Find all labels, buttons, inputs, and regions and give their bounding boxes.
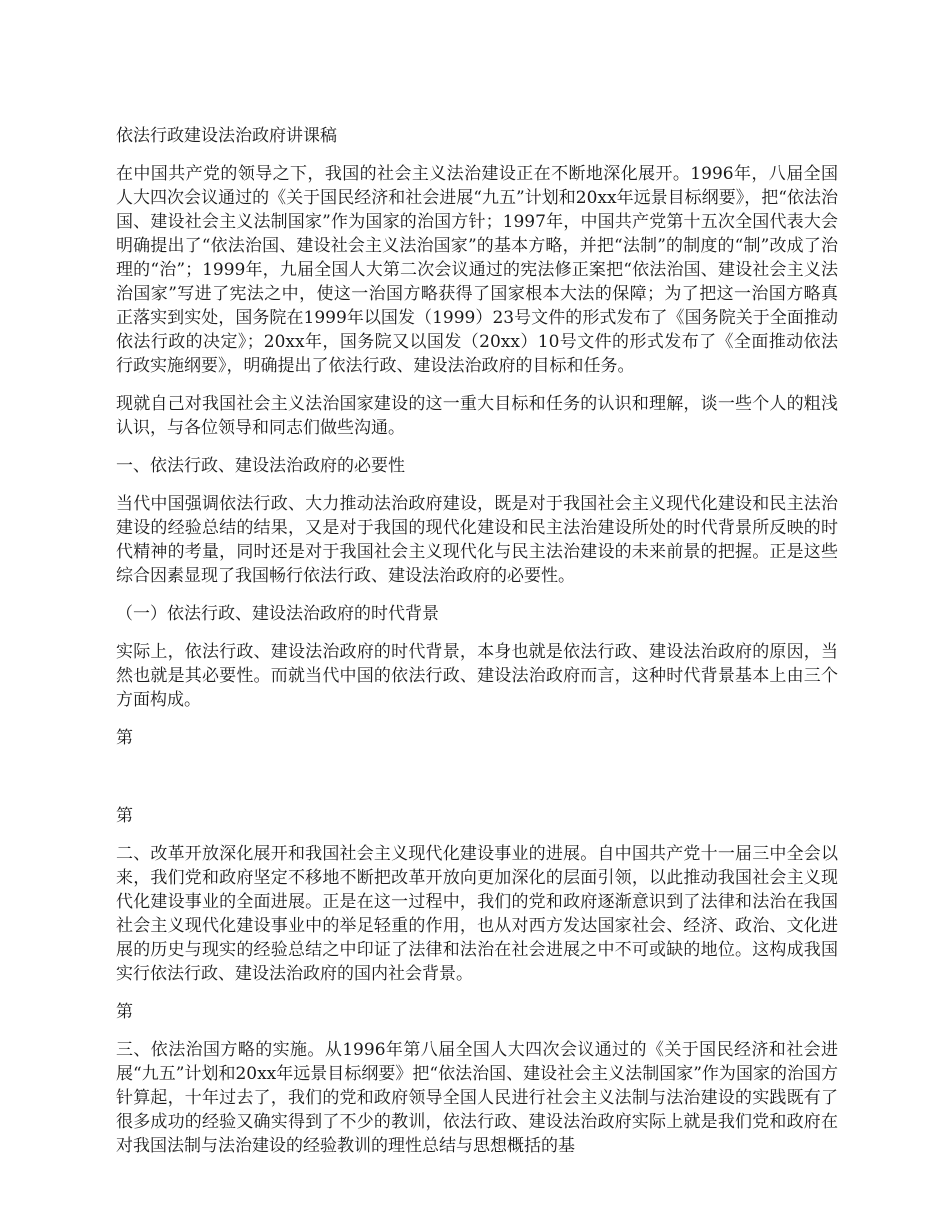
ordinal-marker: 第	[116, 1002, 133, 1022]
paragraph-reform-opening: 二、改革开放深化展开和我国社会主义现代化建设事业的进展。自中国共产党十一届三中全会以来，我们党和政府坚定不移地不断把改革开放向更加深化的层面引领，以此推动我国社会主义现代化建设事业的全面进展。正是在这一过程中，我们的党和政府逐渐意识到了法律和法治在我国社会主义现代化建设事业中的举足轻重的作用，也从对西方发达国家社会、经济、政治、文化进展的历史与现实的经验总结之中印证了法律和法治在社会进展之中不可或缺的地位。这构成我国实行依法行政、建设法治政府的国内社会背景。	[116, 844, 838, 984]
paragraph-necessity: 当代中国强调依法行政、大力推动法治政府建设，既是对于我国社会主义现代化建设和民主法治建设的经验总结的结果，又是对于我国的现代化建设和民主法治建设所处的时代背景所反映的时代精神的考量，同时还是对于我国社会主义现代化与民主法治建设的未来前景的把握。正是这些综合因素显现了我国畅行依法行政、建设法治政府的必要性。	[116, 494, 838, 586]
blank-space	[116, 764, 838, 804]
paragraph-intro-purpose: 现就自己对我国社会主义法治国家建设的这一重大目标和任务的认识和理解，谈一些个人的粗浅认识，与各位领导和同志们做些沟通。	[116, 394, 838, 438]
paragraph-rule-of-law-strategy: 三、依法治国方略的实施。从1996年第八届全国人大四次会议通过的《关于国民经济和社会进展“九五”计划和20xx年远景目标纲要》把“依法治国、建设社会主义法制国家”作为国家的治国方针算起，十年过去了，我们的党和政府领导全国人民进行社会主义法制与法治建设的实践既有了很多成功的经验又确实得到了不少的教训，依法行政、建设法治政府实际上就是我们党和政府在对我国法制与法治建设的经验教训的理性总结与思想概括的基	[116, 1040, 838, 1156]
ordinal-marker: 第	[116, 806, 133, 826]
document-title: 依法行政建设法治政府讲课稿	[116, 126, 337, 146]
ordinal-marker: 第	[116, 728, 133, 748]
section-heading-necessity: 一、依法行政、建设法治政府的必要性	[116, 456, 405, 476]
paragraph-background: 实际上，依法行政、建设法治政府的时代背景，本身也就是依法行政、建设法治政府的原因，当然也就是其必要性。而就当代中国的依法行政、建设法治政府而言，这种时代背景基本上由三个方面构成。	[116, 642, 838, 710]
document-page	[116, 124, 838, 1172]
subsection-heading-background: （一）依法行政、建设法治政府的时代背景	[116, 604, 439, 624]
paragraph-intro-history: 在中国共产党的领导之下，我国的社会主义法治建设正在不断地深化展开。1996年，八届全国人大四次会议通过的《关于国民经济和社会进展“九五”计划和20xx年远景目标纲要》，把“依法治国、建设社会主义法制国家”作为国家的治国方针；1997年，中国共产党第十五次全国代表大会明确提出了“依法治国、建设社会主义法治国家”的基本方略，并把“法制”的制度的“制”改成了治理的“治”；1999年，九届全国人大第二次会议通过的宪法修正案把“依法治国、建设社会主义法治国家”写进了宪法之中，使这一治国方略获得了国家根本大法的保障；为了把这一治国方略真正落实到实处，国务院在1999年以国发（1999）23号文件的形式发布了《国务院关于全面推动依法行政的决定》；20xx年，国务院又以国发（20xx）10号文件的形式发布了《全面推动依法行政实施纲要》，明确提出了依法行政、建设法治政府的目标和任务。	[116, 164, 838, 376]
